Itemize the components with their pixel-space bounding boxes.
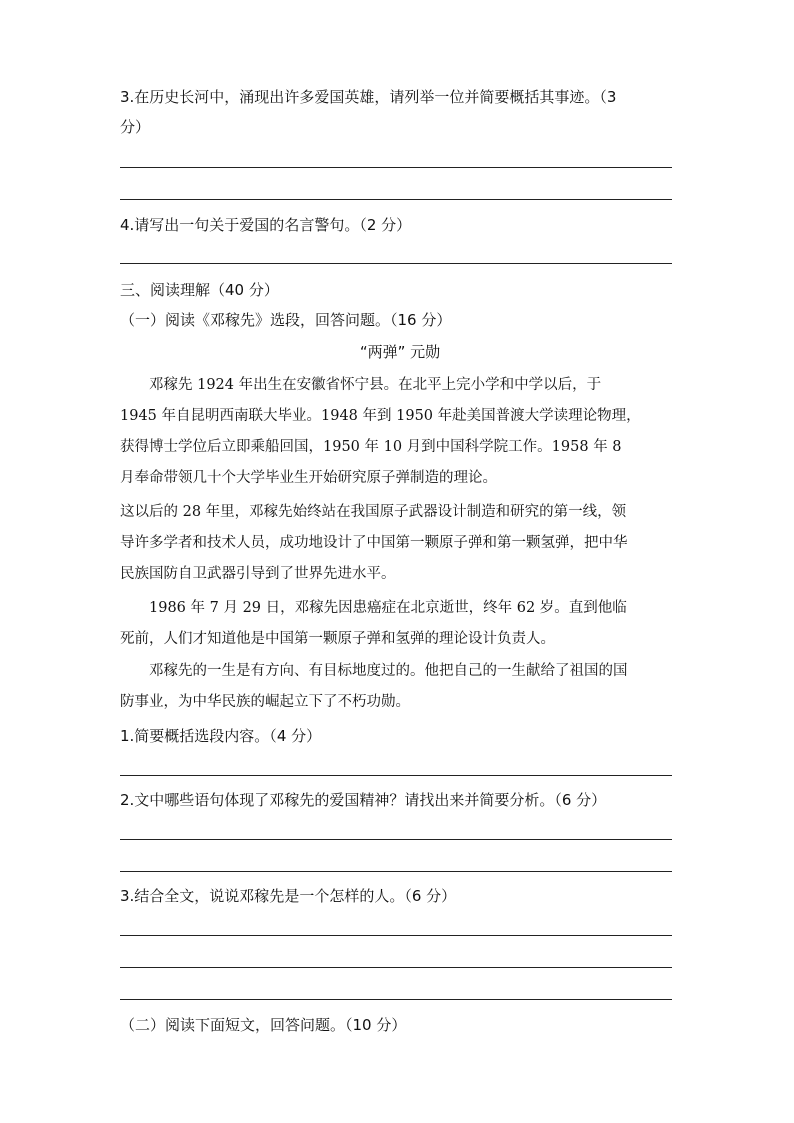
passage-title: “两弹” 元勋: [359, 343, 441, 361]
question-3-line-1: 3.在历史长河中，涌现出许多爱国英雄，请列举一位并简要概括其事迹。（3: [120, 88, 617, 106]
passage-line: 1945 年自昆明西南联大毕业。1948 年到 1950 年赴美国普渡大学读理论物理，: [120, 408, 641, 424]
part-2-intro: （二）阅读下面短文，回答问题。（10 分）: [120, 1016, 407, 1034]
passage-line: 月奉命带领几十个大学毕业生开始研究原子弹制造的理论。: [120, 470, 497, 486]
passage-line: 民族国防自卫武器引导到了世界先进水平。: [120, 566, 396, 582]
answer-line[interactable]: [120, 775, 672, 776]
passage-line: 邓稼先 1924 年出生在安徽省怀宁县。在北平上完小学和中学以后，于: [120, 377, 602, 393]
passage-line: 死前，人们才知道他是中国第一颗原子弹和氢弹的理论设计负责人。: [120, 631, 555, 647]
answer-line[interactable]: [120, 871, 672, 872]
passage-line: 这以后的 28 年里，邓稼先始终站在我国原子武器设计制造和研究的第一线，领: [120, 504, 627, 520]
passage-line: 防事业，为中华民族的崛起立下了不朽功勋。: [120, 694, 410, 710]
question-3: 3.结合全文，说说邓稼先是一个怎样的人。（6 分）: [120, 887, 457, 905]
question-2: 2.文中哪些语句体现了邓稼先的爱国精神？请找出来并简要分析。（6 分）: [120, 791, 607, 809]
answer-line[interactable]: [120, 839, 672, 840]
answer-line[interactable]: [120, 999, 672, 1000]
question-1: 1.简要概括选段内容。（4 分）: [120, 727, 322, 745]
answer-line[interactable]: [120, 263, 672, 264]
question-3-line-2: 分）: [120, 118, 151, 136]
passage-line: 导许多学者和技术人员，成功地设计了中国第一颗原子弹和第一颗氢弹，把中华: [120, 535, 628, 551]
passage-line: 获得博士学位后立即乘船回国，1950 年 10 月到中国科学院工作。1958 年 8: [120, 439, 622, 455]
answer-line[interactable]: [120, 199, 672, 200]
passage-line: 邓稼先的一生是有方向、有目标地度过的。他把自己的一生献给了祖国的国: [120, 663, 628, 679]
answer-line[interactable]: [120, 167, 672, 168]
answer-line[interactable]: [120, 935, 672, 936]
section-3-title: 三、阅读理解（40 分）: [120, 281, 279, 299]
passage-line: 1986 年 7 月 29 日，邓稼先因患癌症在北京逝世，终年 62 岁。直到他临: [120, 600, 627, 616]
answer-line[interactable]: [120, 967, 672, 968]
question-4: 4.请写出一句关于爱国的名言警句。（2 分）: [120, 216, 412, 234]
part-1-intro: （一）阅读《邓稼先》选段，回答问题。（16 分）: [120, 311, 452, 329]
